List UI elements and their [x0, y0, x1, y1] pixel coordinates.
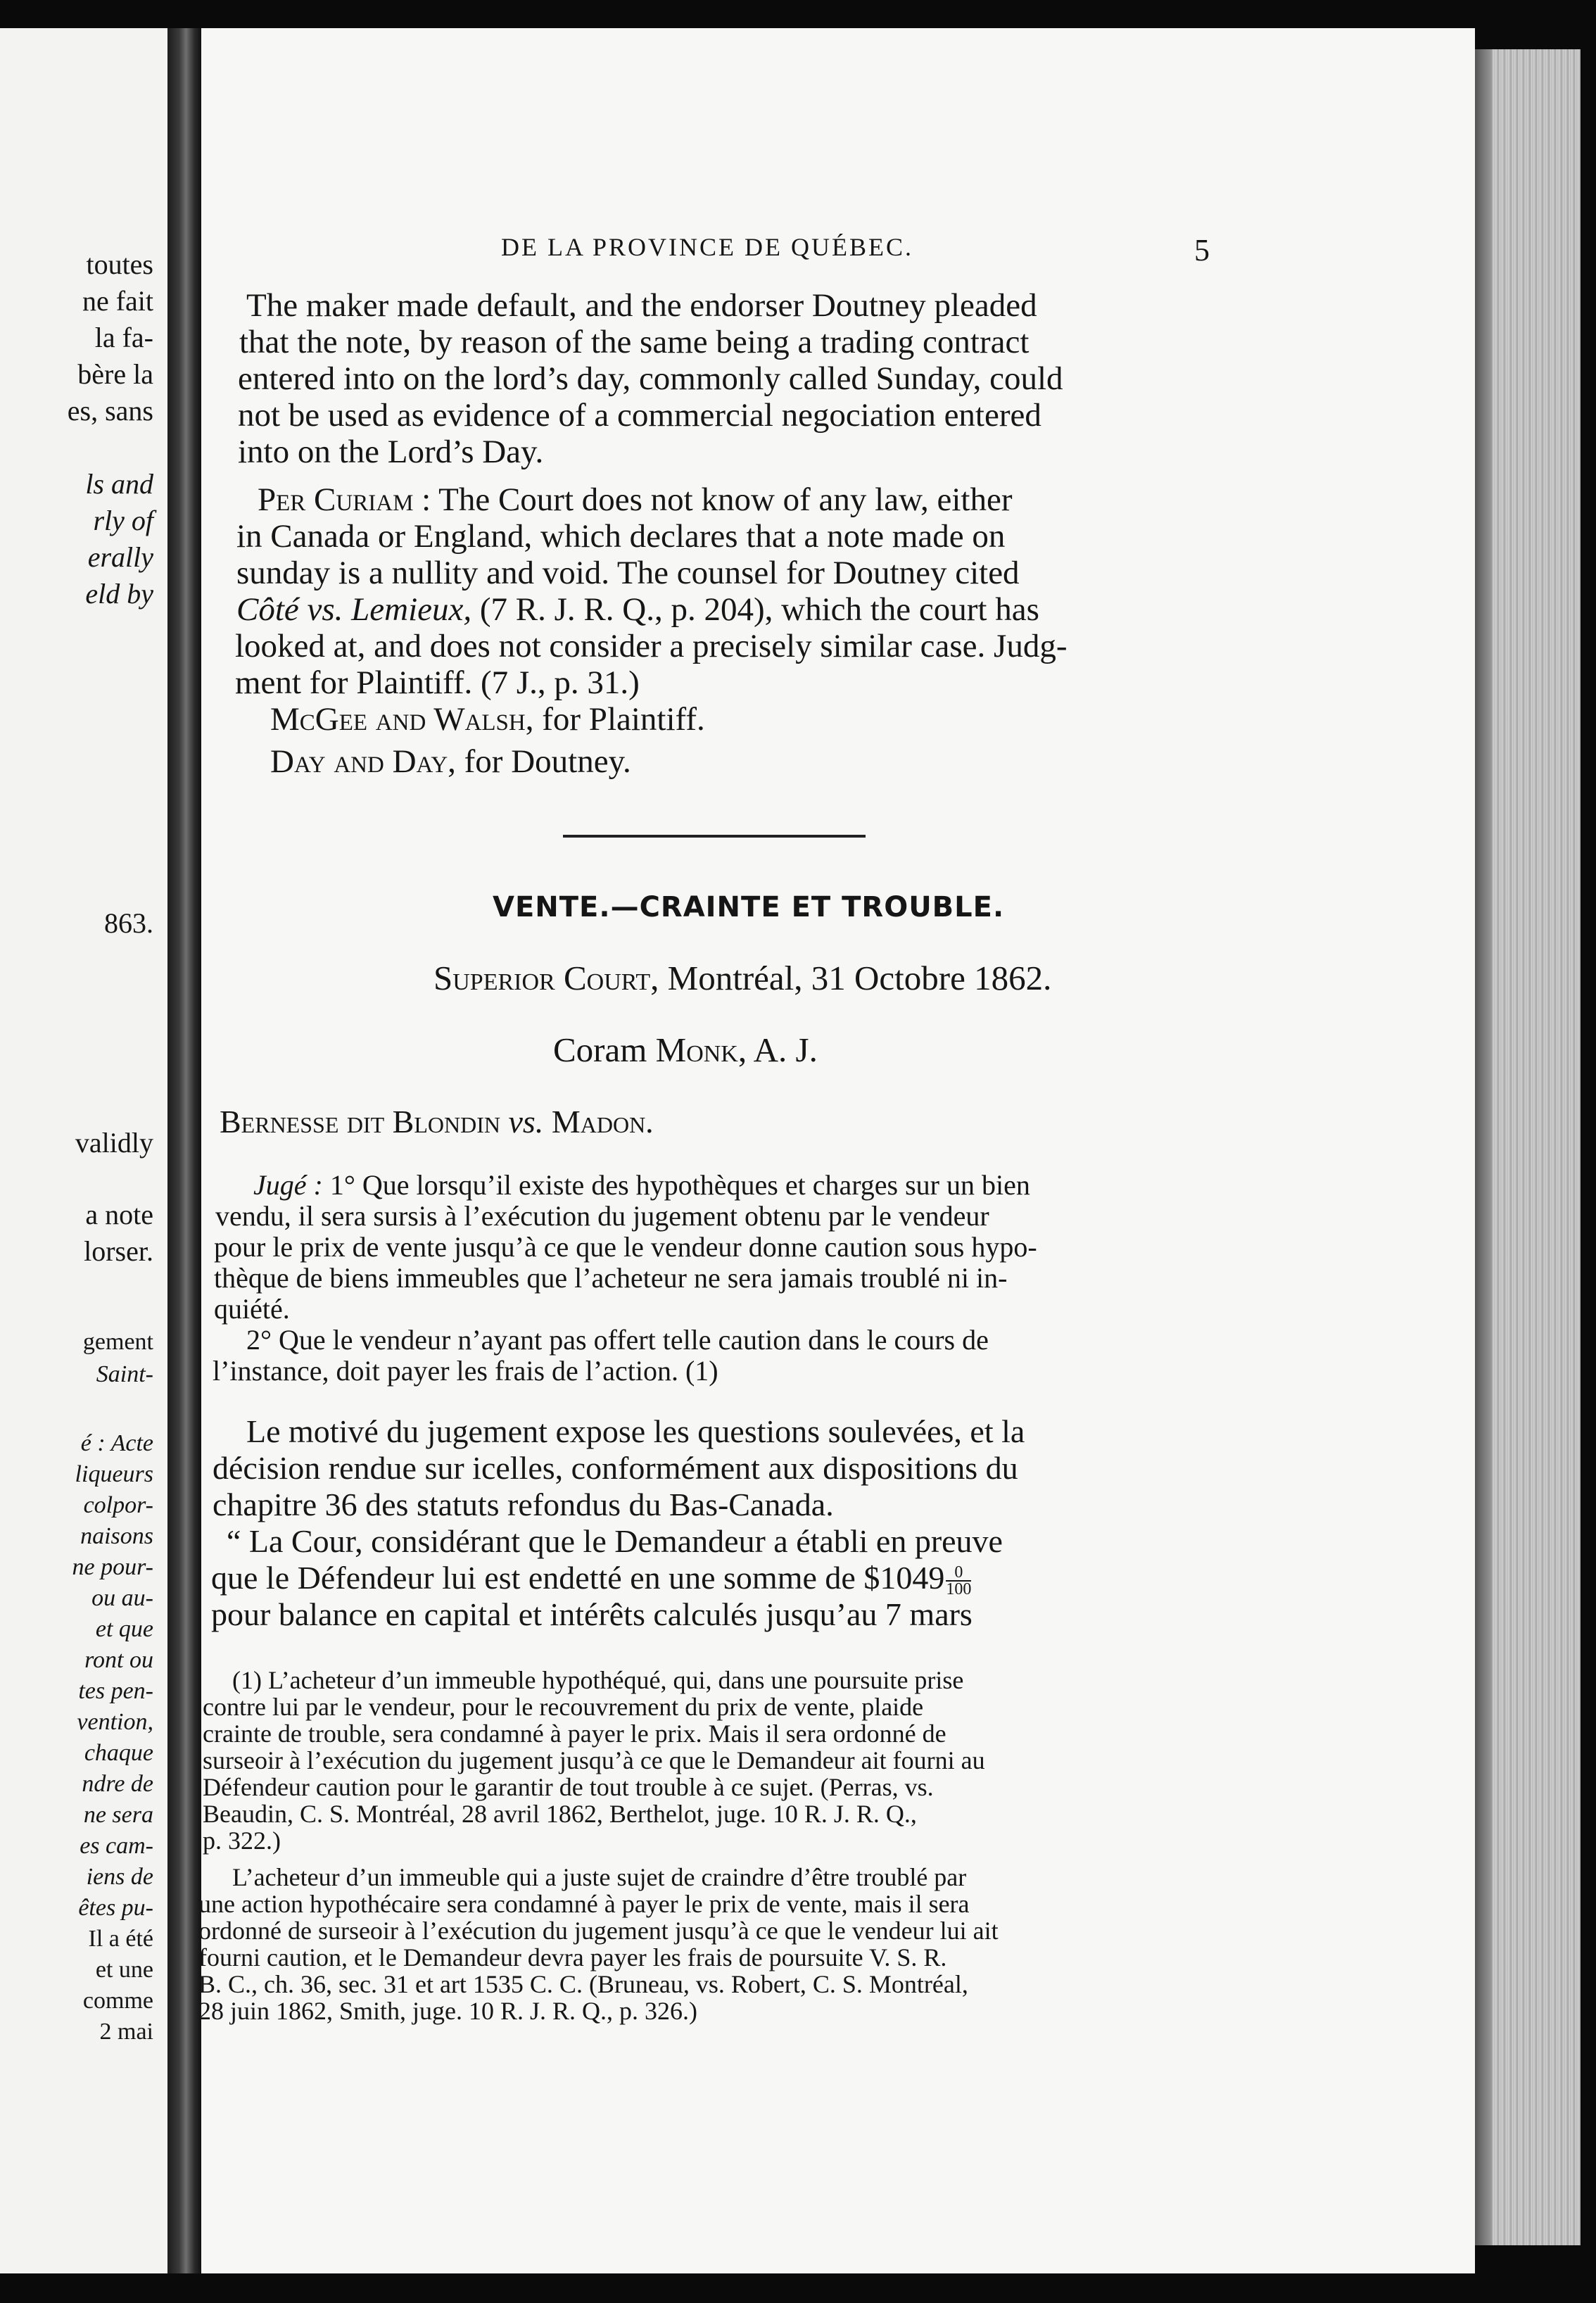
left-page-text-fragment: 863. — [104, 907, 153, 939]
text-line: not be used as evidence of a commercial negociation entered — [238, 397, 1041, 434]
left-page-text-fragment: a note — [85, 1199, 153, 1230]
text-span: 1° Que lorsqu’il existe des hypothèques et charges sur un bien — [322, 1169, 1030, 1201]
section-divider — [563, 835, 866, 838]
left-page-text-fragment: naisons — [80, 1523, 153, 1549]
court-name: Superior Court — [433, 959, 651, 997]
counsel-plaintiff — [270, 701, 705, 738]
footnote-line: crainte de trouble, sera condamné à payer le prix. Mais il sera ordonné de — [203, 1720, 946, 1748]
left-page-text-fragment: Il a été — [88, 1926, 153, 1952]
text-span: , A. J. — [737, 1030, 818, 1069]
counsel-names: McGee and Walsh — [270, 701, 526, 738]
footnote-line: B. C., ch. 36, sec. 31 et art 1535 C. C. (Bruneau, vs. Robert, C. S. Montréal, — [198, 1970, 968, 1998]
text-line: décision rendue sur icelles, conformément aux dispositions du — [213, 1450, 1018, 1486]
defendant-name: Madon. — [551, 1104, 654, 1140]
running-title: DE LA PROVINCE DE QUÉBEC. — [501, 233, 913, 261]
left-page-text-fragment: iens de — [86, 1864, 153, 1890]
court-line — [433, 960, 1051, 997]
text-line: chapitre 36 des statuts refondus du Bas-Canada. — [213, 1487, 834, 1522]
left-page-text-fragment: et une — [95, 1957, 153, 1983]
parties-line — [220, 1104, 654, 1140]
fraction-denominator: 100 — [946, 1580, 972, 1599]
left-page-text-fragment: comme — [82, 1988, 153, 2014]
fraction-numerator: 0 — [946, 1565, 971, 1582]
text-line: entered into on the lord’s day, commonly called Sunday, could — [238, 360, 1063, 397]
left-page-text-fragment: lorser. — [84, 1235, 153, 1267]
ruling-line: vendu, il sera sursis à l’exécution du jugement obtenu par le vendeur — [215, 1200, 989, 1232]
left-page-text-fragment: Saint- — [96, 1361, 153, 1387]
per-curiam-label: Per Curiam — [258, 481, 414, 518]
footnote-line: Défendeur caution pour le garantir de tout trouble à ce sujet. (Perras, vs. — [203, 1773, 934, 1801]
text-line: that the note, by reason of the same being a trading contract — [239, 324, 1030, 360]
case-citation: Côté vs. Lemieux, — [236, 591, 472, 628]
text-span: que le Défendeur lui est endetté en une somme de $1049 — [211, 1560, 945, 1596]
left-page-text-fragment: vention, — [77, 1709, 153, 1735]
text-line: “ La Cour, considérant que le Demandeur a établi en preuve — [227, 1523, 1003, 1559]
ruling-line: l’instance, doit payer les frais de l’action. (1) — [213, 1355, 718, 1387]
text-span: , Montréal, 31 Octobre 1862. — [650, 959, 1052, 997]
text-span: , for Plaintiff. — [525, 701, 705, 738]
page-edge-shadow — [1475, 49, 1492, 2245]
left-page-text-fragment: chaque — [84, 1740, 153, 1766]
text-line: sunday is a nullity and void. The counsel for Doutney cited — [236, 555, 1020, 591]
text-line: The maker made default, and the endorser Doutney pleaded — [246, 287, 1037, 324]
left-page-text-fragment: colpor- — [83, 1492, 153, 1518]
text-line: looked at, and does not consider a precisely similar case. Judg- — [235, 628, 1068, 664]
text-span: : The Court does not know of any law, either — [413, 481, 1013, 518]
left-page-text-fragment: es, sans — [67, 395, 153, 427]
footnote-line: L’acheteur d’un immeuble qui a juste sujet de craindre d’être troublé par — [232, 1863, 967, 1891]
ruling-line: pour le prix de vente jusqu’à ce que le vendeur donne caution sous hypo- — [214, 1231, 1037, 1263]
footnote-line: (1) L’acheteur d’un immeuble hypothéqué, qui, dans une poursuite prise — [232, 1666, 964, 1694]
left-page-text-fragment: toutes — [86, 248, 153, 280]
left-page-text-fragment: êtes pu- — [78, 1895, 153, 1921]
left-page-text-fragment: ou au- — [91, 1585, 153, 1611]
footnote-line: fourni caution, et le Demandeur devra payer les frais de poursuite V. S. R. — [198, 1943, 947, 1971]
judge-name: Monk — [655, 1030, 738, 1069]
left-page-text-fragment: ne pour- — [72, 1554, 153, 1580]
footnote-line: contre lui par le vendeur, pour le recouvrement du prix de vente, plaide — [203, 1693, 924, 1721]
book-gutter — [167, 28, 201, 2273]
left-page-text-fragment: la fa- — [94, 322, 153, 353]
left-page-text-fragment: ront ou — [84, 1647, 153, 1673]
footnote-line: p. 322.) — [203, 1826, 281, 1855]
left-page-text-fragment: eld by — [85, 578, 153, 610]
text-span: Coram — [553, 1030, 656, 1069]
juge-label: Jugé : — [253, 1169, 323, 1201]
text-span: , for Doutney. — [448, 743, 631, 780]
previous-page-fragment — [0, 28, 167, 2273]
text-line: Le motivé du jugement expose les questions soulevées, et la — [246, 1413, 1025, 1449]
left-page-text-fragment: tes pen- — [78, 1678, 153, 1704]
case-heading: VENTE.—CRAINTE ET TROUBLE. — [493, 891, 1005, 923]
citation-line — [236, 591, 1039, 628]
ruling-line: thèque de biens immeubles que l’acheteur ne sera jamais troublé ni in- — [214, 1262, 1008, 1294]
footnote-line: surseoir à l’exécution du jugement jusqu’à ce que le Demandeur ait fourni au — [203, 1746, 985, 1774]
page-number: 5 — [1194, 233, 1210, 267]
left-page-text-fragment: rly of — [93, 505, 153, 536]
left-page-text-fragment: es cam- — [80, 1833, 153, 1859]
coram-line — [553, 1032, 818, 1068]
counsel-defendant — [270, 743, 631, 780]
left-page-text-fragment: ls and — [85, 468, 153, 500]
text-span: (7 R. J. R. Q., p. 204), which the court has — [471, 591, 1039, 628]
footnote-line: une action hypothécaire sera condamné à payer le prix de vente, mais il sera — [198, 1890, 970, 1918]
left-page-text-fragment: ne fait — [82, 285, 153, 317]
versus: vs. — [500, 1104, 552, 1140]
amount-line — [211, 1560, 971, 1597]
left-page-text-fragment: ndre de — [82, 1771, 153, 1797]
text-line: pour balance en capital et intérêts calculés jusqu’au 7 mars — [211, 1596, 973, 1632]
left-page-text-fragment: gement — [82, 1329, 153, 1355]
left-page-text-fragment: é : Acte — [80, 1430, 153, 1456]
per-curiam-line — [258, 481, 1012, 518]
left-page-text-fragment: et que — [95, 1616, 153, 1642]
footnote-line: ordonné de surseoir à l’exécution du jugement jusqu’à ce que le vendeur lui ait — [198, 1917, 999, 1945]
footnote-line: Beaudin, C. S. Montréal, 28 avril 1862, Berthelot, juge. 10 R. J. R. Q., — [203, 1800, 917, 1828]
counsel-names: Day and Day — [270, 743, 448, 780]
plaintiff-name: Bernesse dit Blondin — [220, 1104, 501, 1140]
ruling-line — [253, 1170, 1030, 1201]
footnote-line: 28 juin 1862, Smith, juge. 10 R. J. R. Q., p. 326.) — [198, 1997, 698, 2025]
amount-fraction — [946, 1565, 971, 1597]
text-line: ment for Plaintiff. (7 J., p. 31.) — [235, 664, 640, 701]
text-line: into on the Lord’s Day. — [238, 434, 544, 470]
left-page-text-fragment: ne sera — [83, 1802, 153, 1828]
left-page-text-fragment: validly — [75, 1127, 153, 1159]
left-page-text-fragment: bère la — [77, 358, 153, 390]
left-page-text-fragment: liqueurs — [75, 1461, 153, 1487]
left-page-text-fragment: 2 mai — [99, 2019, 153, 2045]
text-line: in Canada or England, which declares that a note made on — [236, 518, 1006, 555]
left-page-text-fragment: erally — [87, 541, 153, 573]
ruling-line: quiété. — [214, 1293, 290, 1325]
ruling-line: 2° Que le vendeur n’ayant pas offert telle caution dans le cours de — [246, 1324, 989, 1356]
